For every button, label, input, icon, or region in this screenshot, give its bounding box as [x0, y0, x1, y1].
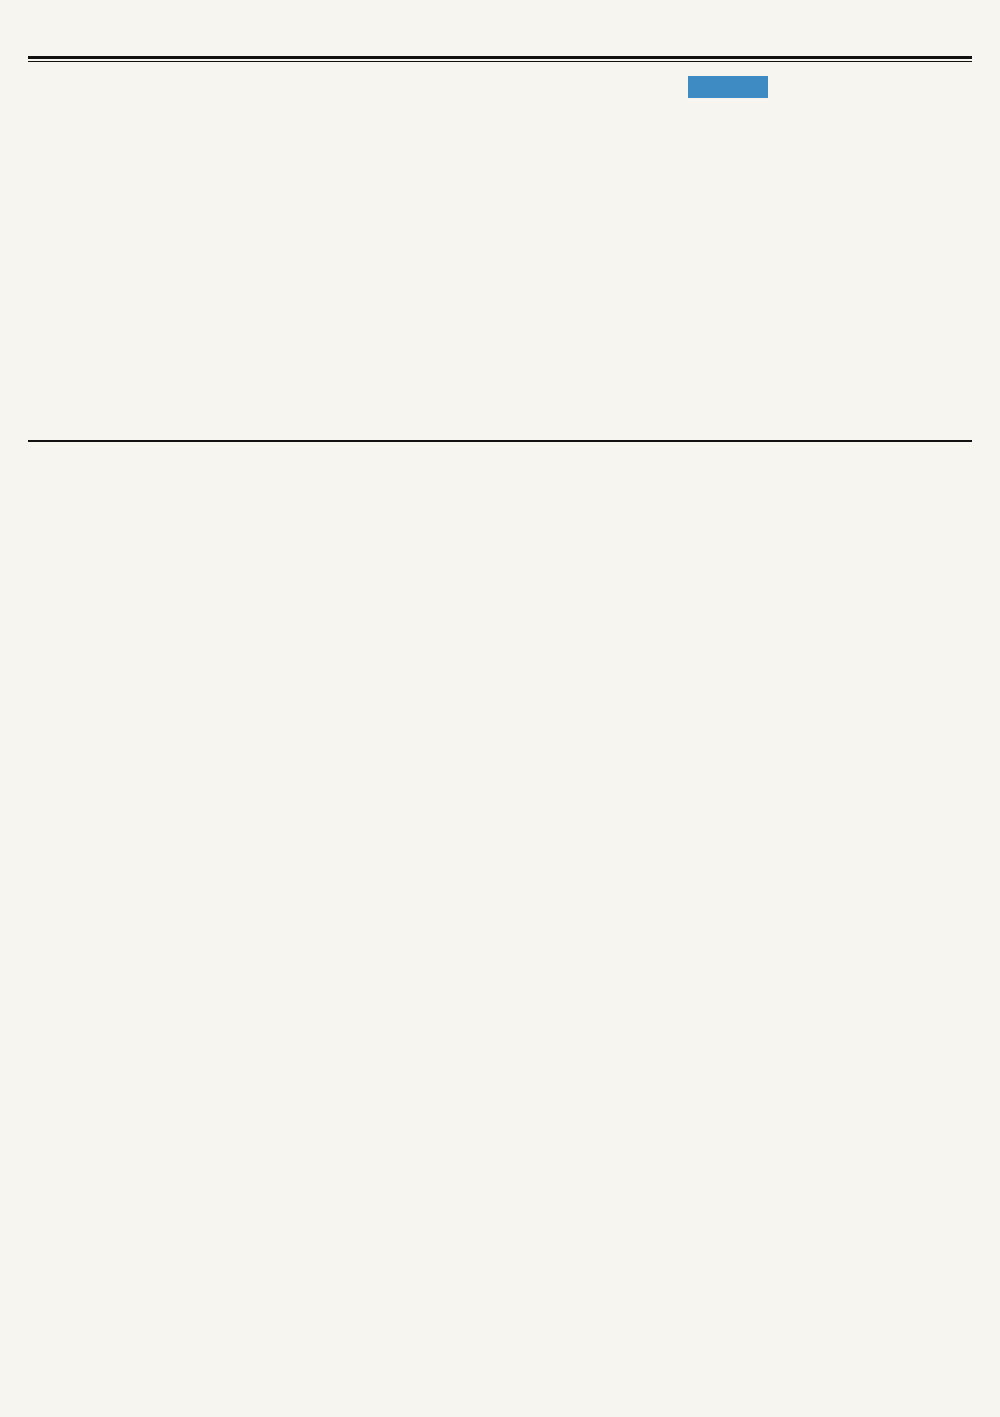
section-divider [28, 440, 972, 442]
masthead-rule [28, 56, 972, 59]
opinion-column-badge [688, 76, 768, 98]
masthead-rule-thin [28, 61, 972, 62]
opinion-body-vertical [680, 100, 784, 426]
opinion-right-column [865, 70, 973, 426]
opinion-title [785, 78, 837, 428]
top-story-body [30, 170, 675, 435]
masthead [0, 0, 1000, 60]
opinion-author [843, 232, 863, 302]
lead-story-body [30, 450, 972, 1412]
